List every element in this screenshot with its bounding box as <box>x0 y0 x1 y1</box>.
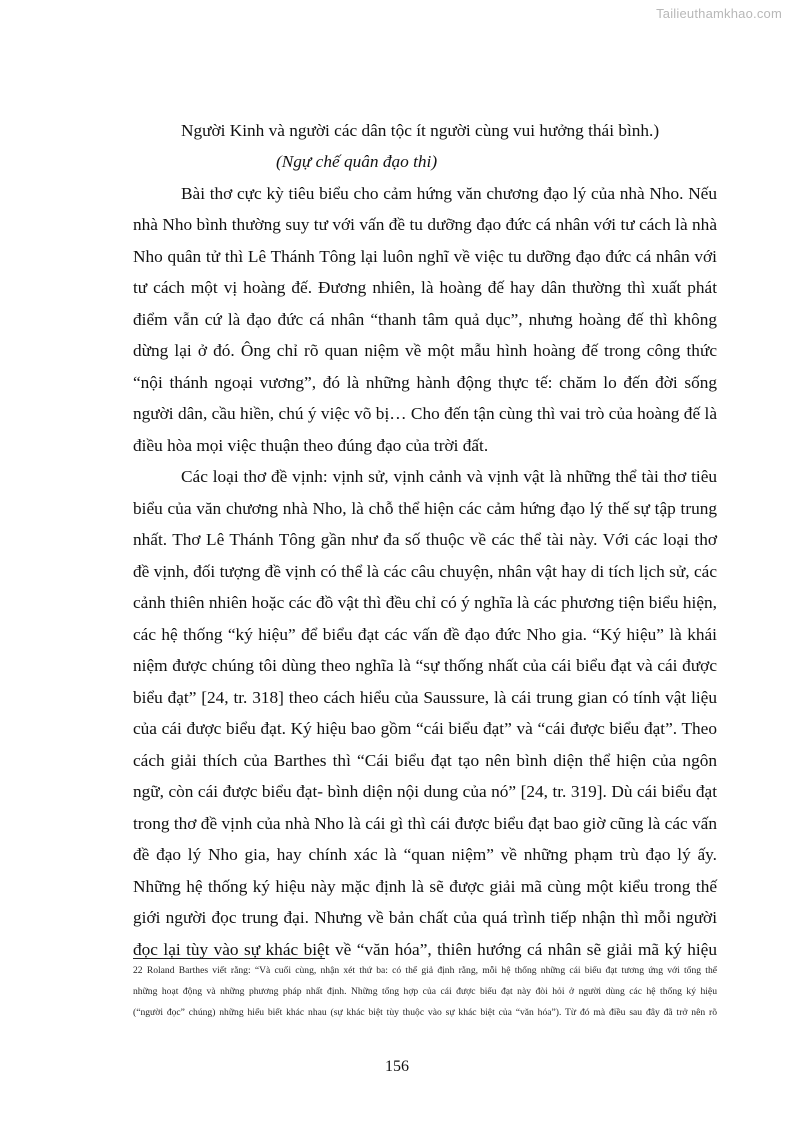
text-line: điều hòa mọi việc thuận theo đúng đạo của trời đất. <box>133 436 489 455</box>
text-line: Những hệ thống ký hiệu này mặc định là sẽ được giải mã cùng một kiểu trong thế <box>133 877 717 896</box>
text-line: giới người đọc trung đại. Nhưng về bản chất của quá trình tiếp nhận thì mỗi người <box>133 908 717 927</box>
footnote-separator <box>133 958 325 959</box>
text-line: người dân, cầu hiền, chú ý việc võ bị… Cho đến tận cùng thì vai trò của hoàng đế là <box>133 404 717 423</box>
footnote-line: (“người đọc” chúng) những hiểu biết khác nhau (sự khác biệt tùy thuộc vào sự khác biệt của “văn hóa”). Từ đó mà điều sau đây đã trở nên rõ <box>133 1007 717 1018</box>
text-line: biểu đạt” [24, tr. 318] theo cách hiểu của Saussure, là cái trung gian có tính vật liệu <box>133 688 717 707</box>
text-line: niệm được chúng tôi dùng theo nghĩa là “sự thống nhất của cái biểu đạt và cái được <box>133 656 717 675</box>
footnote-line: những hoạt động và những phương pháp nhất định. Những tổng hợp của cái được biểu đạt này đòi hỏi ở người dùng các hệ thống ký hiệu <box>133 986 717 997</box>
text-line: ngữ, còn cái được biểu đạt- bình diện nội dung của nó” [24, tr. 319]. Dù cái biểu đạt <box>133 782 717 801</box>
text-line: Nho quân tử thì Lê Thánh Tông lại luôn nghĩ về việc tu dưỡng đạo đức cá nhân với <box>133 247 717 266</box>
text-line: biểu của văn chương nhà Nho, là chỗ thể hiện các cảm hứng đạo lý thế sự tập trung <box>133 499 717 518</box>
text-line: cảnh thiên nhiên hoặc các đồ vật thì đều chỉ có ý nghĩa là các phương tiện biểu hiện, <box>133 593 717 612</box>
text-line: của cái được biểu đạt. Ký hiệu bao gồm “cái biểu đạt” và “cái được biểu đạt”. Theo <box>133 719 717 738</box>
text-line: các hệ thống “ký hiệu” để biểu đạt các vấn đề đạo đức Nho gia. “Ký hiệu” là khái <box>133 625 717 644</box>
text-line: đọc lại tùy vào sự khác biệt về “văn hóa”, thiên hướng cá nhân sẽ giải mã ký hiệu <box>133 940 717 959</box>
footnote-line: 22 Roland Barthes viết rằng: “Và cuối cùng, nhận xét thứ ba: có thể giả định rằng, mỗi hệ thống những cái biểu đạt tương ứng với tổng thể <box>133 965 717 976</box>
poem-source: (Ngự chế quân đạo thi) <box>276 152 438 171</box>
poem-closing-line: Người Kinh và người các dân tộc ít người cùng vui hưởng thái bình.) <box>181 121 660 140</box>
text-line: cách giải thích của Barthes thì “Cái biểu đạt tạo nên bình diện thể hiện của ngôn <box>133 751 717 770</box>
text-line: đề vịnh, đối tượng đề vịnh có thể là các câu chuyện, nhân vật hay di tích lịch sử, các <box>133 562 717 581</box>
text-line: dừng lại ở đó. Ông chỉ rõ quan niệm về một mẫu hình hoàng đế trong công thức <box>133 341 717 360</box>
text-line: điểm vẫn cứ là đạo đức cá nhân “thanh tâm quả dục”, nhưng hoàng đế thì không <box>133 310 717 329</box>
text-line: Các loại thơ đề vịnh: vịnh sử, vịnh cảnh và vịnh vật là những thể tài thơ tiêu <box>181 467 717 486</box>
text-line: nhà Nho bình thường suy tư với vấn đề tu dưỡng đạo đức cá nhân với tư cách là nhà <box>133 215 717 234</box>
text-line: tư cách một vị hoàng đế. Đương nhiên, là hoàng đế hay dân thường thì xuất phát <box>133 278 717 297</box>
watermark: Tailieuthamkhao.com <box>656 6 782 21</box>
text-line: nhất. Thơ Lê Thánh Tông gần như đa số thuộc về các thể tài này. Với các loại thơ <box>133 530 717 549</box>
text-line: “nội thánh ngoại vương”, đó là những hành động thực tế: chăm lo đến đời sống <box>133 373 717 392</box>
text-line: đề đạo lý Nho gia, hay chính xác là “quan niệm” về những phạm trù đạo lý ấy. <box>133 845 717 864</box>
text-line: Bài thơ cực kỳ tiêu biểu cho cảm hứng văn chương đạo lý của nhà Nho. Nếu <box>181 184 717 203</box>
text-line: trong thơ đề vịnh của nhà Nho là cái gì thì cái được biểu đạt bao giờ cũng là các vấn <box>133 814 717 833</box>
page-number: 156 <box>385 1058 409 1075</box>
